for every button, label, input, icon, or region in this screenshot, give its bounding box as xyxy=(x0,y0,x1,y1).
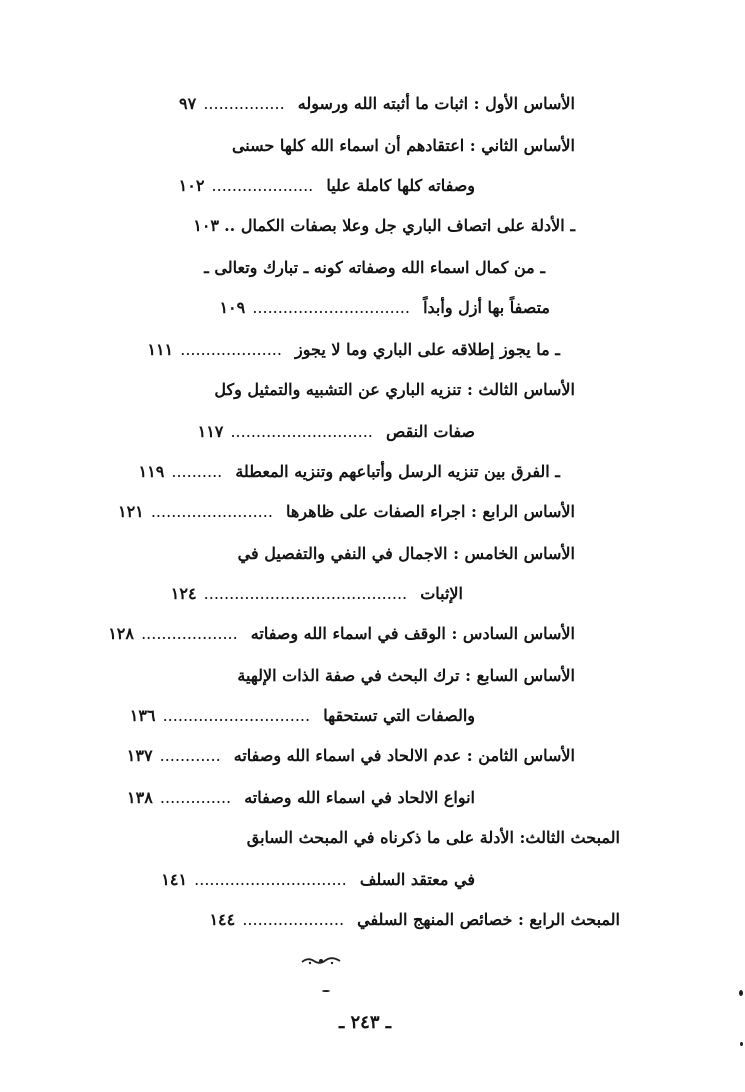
toc-entry-title: الأساس الرابع : اجراء الصفات على ظاهرها xyxy=(286,502,575,521)
toc-entry-page: ١٢٨ xyxy=(108,624,134,643)
toc-entry-title: الأساس الأول : اثبات ما أثبته الله ورسوله xyxy=(297,94,575,113)
toc-entry-page: ١٠٢ xyxy=(178,176,205,195)
toc-entry-leader: .................... xyxy=(242,910,345,929)
toc-entry-leader: .............. xyxy=(159,788,232,807)
toc-entry-leader: .......... xyxy=(171,462,223,481)
toc-entry-leader: ................ xyxy=(203,94,285,113)
toc-entry-title: الإثبات xyxy=(420,584,463,603)
toc-entry-leader: ........................ xyxy=(150,502,273,521)
toc-entry xyxy=(90,338,560,362)
toc-entry-title: والصفات التي تستحقها xyxy=(323,706,475,725)
toc-entry-title: ـ من كمال اسماء الله وصفاته كونه ـ تبارك وتعالى ـ xyxy=(204,258,545,277)
toc-entry-title: ـ الأدلة على اتصاف الباري جل وعلا بصفات الكمال .. xyxy=(224,216,575,235)
toc-entry xyxy=(90,868,475,892)
toc-entry xyxy=(90,214,575,238)
toc-entry-title: المبحث الثالث: الأدلة على ما ذكرناه في المبحث السابق xyxy=(246,828,620,847)
toc-entry xyxy=(90,92,575,116)
page-number: ـ ٢٤٣ ـ xyxy=(338,1012,392,1033)
toc-entry-leader: ............ xyxy=(159,746,221,765)
toc-entry-title: ـ الفرق بين تنزيه الرسل وأتباعهم وتنزيه المعطلة xyxy=(235,462,560,481)
toc-entry-page: ١٣٧ xyxy=(126,746,153,765)
page-speck xyxy=(740,1042,743,1046)
toc-entry-page: ١٣٨ xyxy=(127,788,153,807)
toc-entry-leader: ............................... xyxy=(252,298,410,317)
toc-entry xyxy=(90,174,475,198)
page-speck xyxy=(739,990,743,996)
toc-entry xyxy=(155,134,575,158)
toc-entry xyxy=(90,908,620,932)
toc-entry-page: ١١٧ xyxy=(197,422,224,441)
toc-entry xyxy=(180,826,620,850)
toc-entry-page: ١٤٤ xyxy=(209,910,236,929)
toc-entry xyxy=(90,622,575,646)
toc-entry-title: انواع الالحاد في اسماء الله وصفاته xyxy=(244,788,475,807)
toc-entry-page: ١٢١ xyxy=(117,502,144,521)
toc-entry-page: ١١١ xyxy=(147,340,174,359)
toc-entry-page: ١٠٩ xyxy=(219,298,246,317)
toc-entry-leader: ........................................ xyxy=(203,584,408,603)
toc-entry-page: ٩٧ xyxy=(179,94,197,113)
toc-entry-page: ١٢٤ xyxy=(170,584,197,603)
toc-entry xyxy=(90,744,575,768)
toc-entry-title: الأساس السابع : ترك البحث في صفة الذات الإلهية xyxy=(237,666,575,685)
toc-entry xyxy=(90,704,475,728)
toc-entry-title: المبحث الرابع : خصائص المنهج السلفي xyxy=(357,910,620,929)
toc-entry xyxy=(90,420,475,444)
toc-entry-title: في معتقد السلف xyxy=(359,870,475,889)
toc-entry xyxy=(90,296,550,320)
toc-entry-leader: ............................. xyxy=(162,706,311,725)
toc-entry xyxy=(90,460,560,484)
toc-entry-title: الأساس الثاني : اعتقادهم أن اسماء الله كلها حسنى xyxy=(231,136,575,155)
ornament-icon xyxy=(300,955,342,967)
toc-entry xyxy=(155,378,575,402)
toc-entry-leader: .................... xyxy=(211,176,314,195)
toc-entry-title: متصفاً بها أزل وأبداً xyxy=(423,298,550,317)
toc-entry xyxy=(175,542,575,566)
toc-entry-leader: ................... xyxy=(141,624,238,643)
toc-entry-page: ١١٩ xyxy=(138,462,165,481)
toc-entry xyxy=(145,256,545,280)
toc-entry-title: وصفاته كلها كاملة عليا xyxy=(326,176,475,195)
page-speck xyxy=(322,990,330,992)
toc-entry-leader: .................... xyxy=(180,340,282,359)
toc-entry xyxy=(90,500,575,524)
toc-entry-leader: ............................ xyxy=(230,422,373,441)
toc-entry xyxy=(155,664,575,688)
toc-entry-title: الأساس السادس : الوقف في اسماء الله وصفاته xyxy=(250,624,575,643)
toc-entry-page: ١٣٦ xyxy=(129,706,156,725)
toc-entry xyxy=(90,786,475,810)
toc-entry-title: صفات النقص xyxy=(385,422,475,441)
toc-entry-leader: .............................. xyxy=(194,870,347,889)
toc-entry-title: الأساس الثالث : تنزيه الباري عن التشبيه والتمثيل وكل xyxy=(214,380,575,399)
toc-entry-page: ١٠٣ xyxy=(193,216,220,235)
toc-entry-title: الأساس الخامس : الاجمال في النفي والتفصيل في xyxy=(237,544,575,563)
toc-entry-title: ـ ما يجوز إطلاقه على الباري وما لا يجوز xyxy=(295,340,560,359)
toc-entry-page: ١٤١ xyxy=(161,870,188,889)
toc-entry-title: الأساس الثامن : عدم الالحاد في اسماء الله وصفاته xyxy=(233,746,575,765)
toc-entry xyxy=(90,582,463,606)
